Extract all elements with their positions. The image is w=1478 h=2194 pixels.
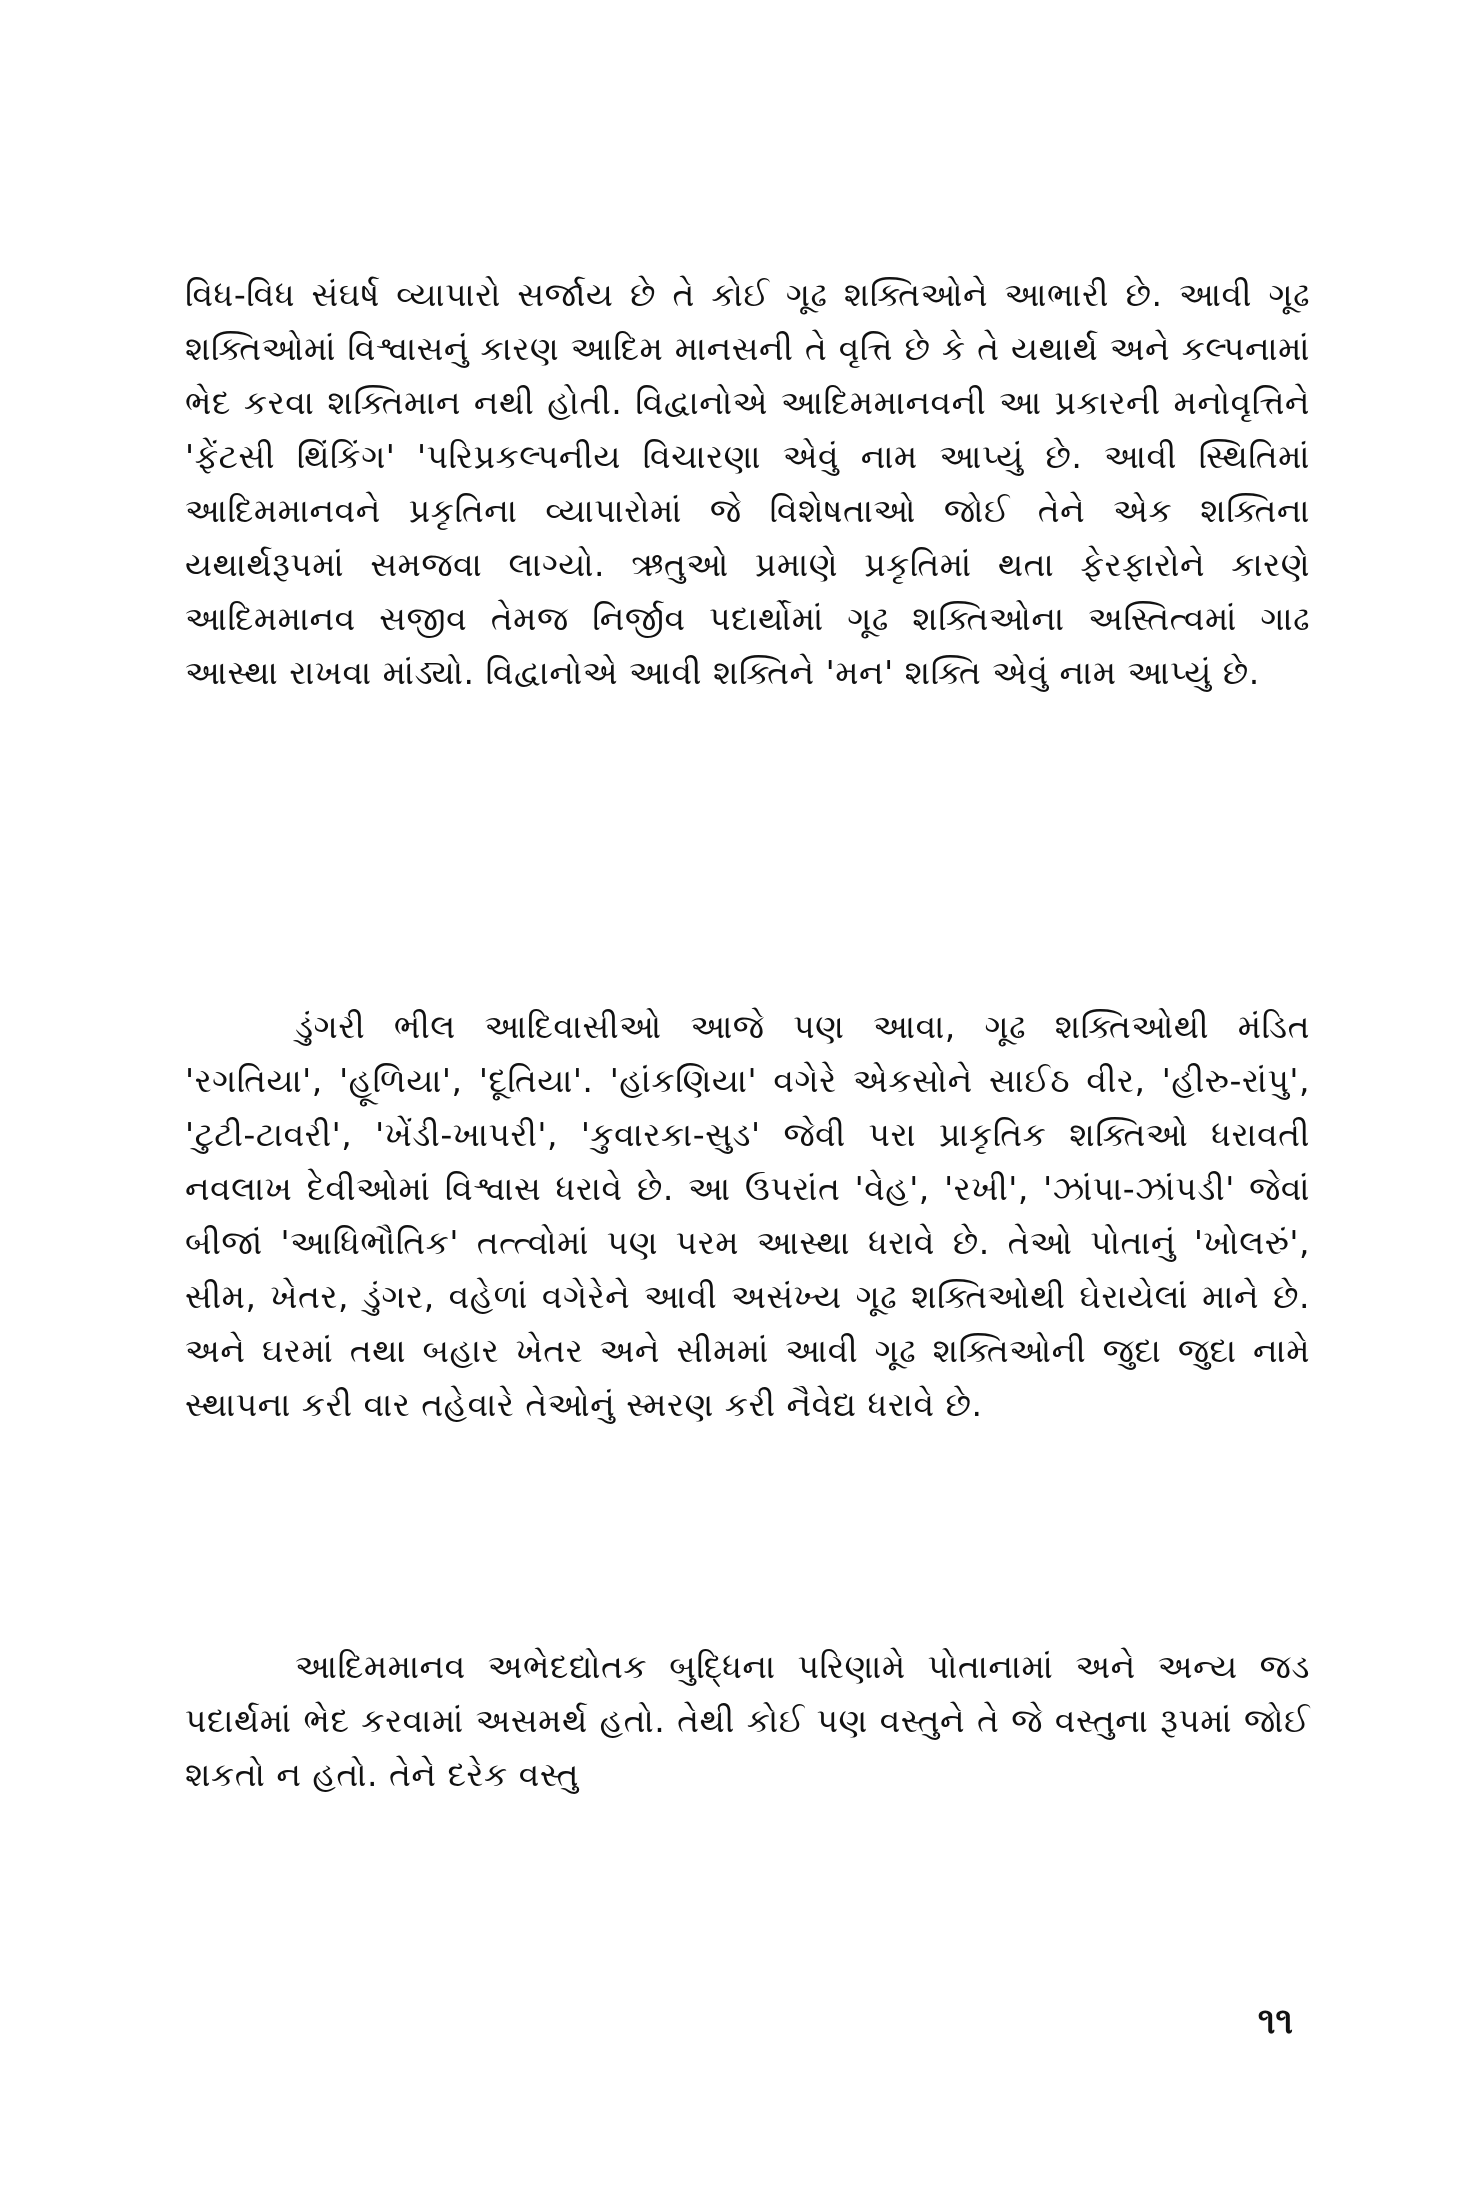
paragraph-3: આદિમમાનવ અભેદદ્યોતક બુદ્ધિના પરિણામે પોતાનામાં અને અન્ય જડ પદાર્થમાં ભેદ કરવામાં અસમર્થ હતો. તેથી કોઈ પણ વસ્તુને તે જે વસ્તુના રૂપમાં જોઈ શકતો ન હતો. તેને દરેક વસ્તુ [185,1647,1310,1794]
paragraph-2: ડુંગરી ભીલ આદિવાસીઓ આજે પણ આવા, ગૂઢ શક્તિઓથી મંડિત 'રગતિયા', 'હૂળિયા', 'દૂતિયા'. 'હાંકણિયા' વગેરે એકસોને સાઈઠ વીર, 'હીરુ-રાંપુ', 'ટુટી-ટાવરી', 'ખેંડી-ખાપરી', 'કુવારકા-સુડ' જેવી પરા પ્રાકૃતિક શક્તિઓ ધરાવતી નવલાખ દેવીઓમાં વિશ્વાસ ધરાવે છે. આ ઉપરાંત 'વેહ', 'રખી', 'ઝાંપા-ઝાંપડી' જેવાં બીજાં 'આધિભૌતિક' તત્ત્વોમાં પણ પરમ આસ્થા ધરાવે છે. તેઓ પોતાનું 'ખોલરું', સીમ, ખેતર, ડુંગર, વહેળાં વગેરેને આવી અસંખ્ય ગૂઢ શક્તિઓથી ઘેરાયેલાં માને છે. અને ઘરમાં તથા બહાર ખેતર અને સીમમાં આવી ગૂઢ શક્તિઓની જુદા જુદા નામે સ્થાપના કરી વાર તહેવારે તેઓનું સ્મરણ કરી નૈવેદ્ય ધરાવે છે. [185,1007,1310,1424]
paragraph-1: વિધ-વિધ સંઘર્ષ વ્યાપારો સર્જાય છે તે કોઈ ગૂઢ શક્તિઓને આભારી છે. આવી ગૂઢ શક્તિઓમાં વિશ્વાસનું કારણ આદિમ માનસની તે વૃત્તિ છે કે તે યથાર્થ અને કલ્પનામાં ભેદ કરવા શક્તિમાન નથી હોતી. વિદ્વાનોએ આદિમમાનવની આ પ્રકારની મનોવૃત્તિને 'ફેંટસી થિંકિંગ' 'પરિપ્રકલ્પનીય વિચારણા એવું નામ આપ્યું છે. આવી સ્થિતિમાં આદિમમાનવને પ્રકૃતિના વ્યાપારોમાં જે વિશેષતાઓ જોઈ તેને એક શક્તિના યથાર્થરૂપમાં સમજવા લાગ્યો. ઋતુઓ પ્રમાણે પ્રકૃતિમાં થતા ફેરફારોને કારણે આદિમમાનવ સજીવ તેમજ નિર્જીવ પદાર્થોમાં ગૂઢ શક્તિઓના અસ્તિત્વમાં ગાઢ આસ્થા રાખવા માંડ્યો. વિદ્વાનોએ આવી શક્તિને 'મન' શક્તિ એવું નામ આપ્યું છે. [185,275,1310,692]
page-number: ૧૧ [1257,2001,1293,2042]
